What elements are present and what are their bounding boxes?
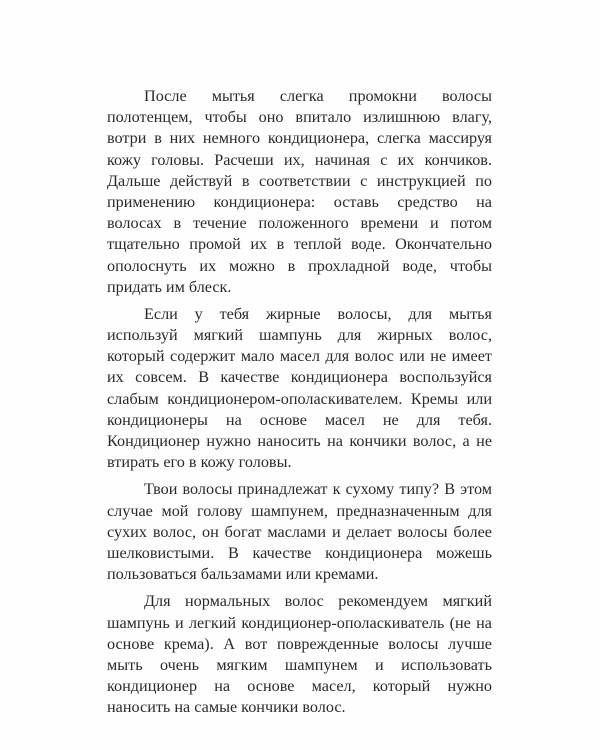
text-line: Кондиционер нужно наносить на кончики волос, а не [107, 432, 492, 450]
paragraph-normal-hair [107, 591, 492, 718]
text-line: случае мой голову шампунем, предназначенным для [107, 501, 492, 520]
text-line: вотри в них немного кондиционера, слегка массируя [107, 129, 492, 148]
text-line: придать им блеск. [107, 277, 232, 296]
text-line: кондиционер на основе масел, который нужно [107, 677, 492, 696]
text-line: кондиционеры на основе масел не для тебя. [107, 410, 492, 429]
text-line: Твои волосы принадлежат к сухому типу? В этом [144, 480, 492, 499]
text-line: После мытья слегка промокни волосы [144, 87, 492, 105]
text-line: который содержит мало масел для волос или не имеет [107, 347, 492, 366]
text-line: волосах в течение положенного времени и потом [107, 214, 492, 233]
text-line: слабым кондиционером-ополаскивателем. Кремы или [107, 389, 492, 408]
text-line: полотенцем, чтобы оно впитало излишнюю влагу, [107, 108, 492, 127]
text-line: применению кондиционера: оставь средство на [107, 192, 492, 211]
text-line: используй мягкий шампунь для жирных волос, [107, 326, 492, 345]
body-text [107, 86, 492, 718]
text-line: Для нормальных волос рекомендуем мягкий [144, 592, 492, 611]
text-line: ополоснуть их можно в прохладной воде, чтобы [107, 256, 492, 275]
text-line: Если у тебя жирные волосы, для мытья [144, 304, 492, 323]
text-line: Дальше действуй в соответствии с инструкцией по [107, 171, 492, 190]
text-line: тщательно промой их в теплой воде. Окончательно [107, 235, 492, 254]
paragraph-washing [107, 86, 492, 298]
text-line: их совсем. В качестве кондиционера воспользуйся [107, 368, 492, 387]
text-line: шампунь и легкий кондиционер-ополаскиватель (не на [107, 613, 492, 632]
text-line: наносить на самые кончики волос. [107, 698, 346, 717]
text-line: кожу головы. Расчеши их, начиная с их кончиков. [107, 150, 492, 169]
text-line: мыть очень мягким шампунем и использовать [107, 655, 492, 674]
text-line: втирать его в кожу головы. [107, 453, 292, 472]
text-line: пользоваться бальзамами или кремами. [107, 565, 379, 584]
paragraph-oily-hair [107, 304, 492, 474]
paragraph-dry-hair [107, 479, 492, 585]
text-line: сухих волос, он богат маслами и делает волосы более [107, 522, 492, 541]
text-line: шелковистыми. В качестве кондиционера можешь [107, 543, 492, 562]
text-line: основе крема). А вот поврежденные волосы лучше [107, 634, 492, 653]
